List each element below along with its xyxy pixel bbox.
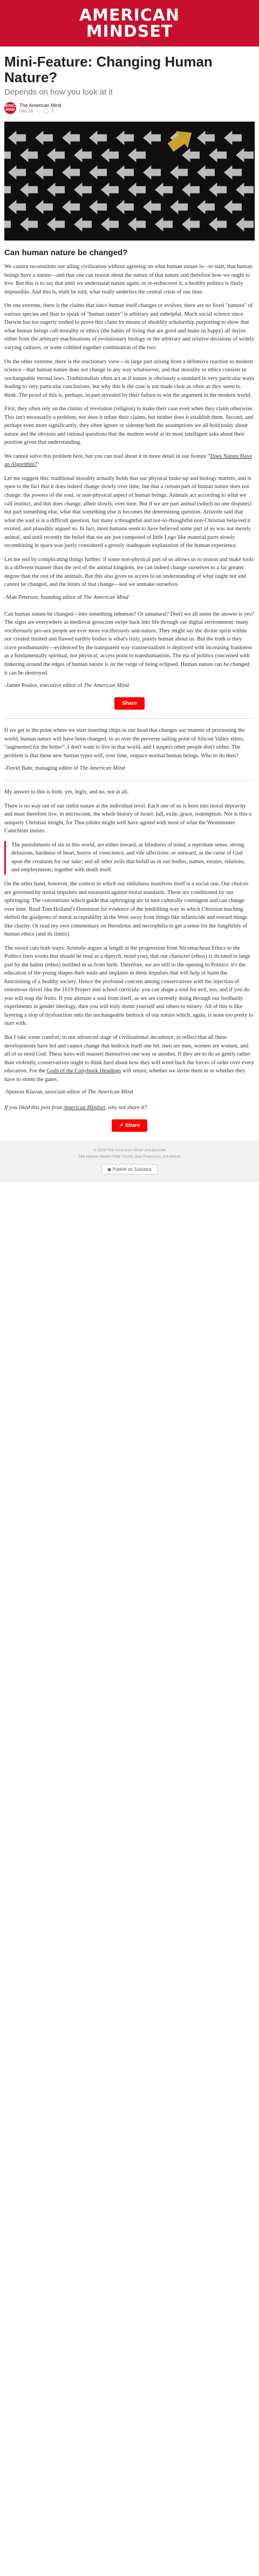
hero-image-arrows [4,122,255,241]
sig-name: -James Poulos, executive editor of [4,683,84,689]
paragraph: My answer to this is both: yes, higly, and no, not at all. [4,789,129,796]
signature-poulos [4,683,255,689]
avatar-initials: AMERICAN MIND [0,104,21,112]
share-icon[interactable]: ⇪ [51,108,55,114]
paragraph: On the other hand, however, the context in which our sinfulness manifests itself is a social one. Our choices are governed by moral impulses and measured against moral standards. These are conditioned by our upbringing. The conventions which guide that upbringing are in turn culturally contingent and can change over time. Read Tom Holland's Dominion for evidence of the tendrilling way in which Christian teaching shifted the goalposts of moral acceptability in the West away from things like infanticide and toward things like charity. Or read my own commentary on Herodotus and necrophilia to get a sense for the fungibility of human ethics (and its limits). [4,880,249,938]
share-button-bottom[interactable] [112,1119,148,1132]
post-body [0,54,259,1132]
paragraph: The sword cuts both ways: Aristotle argues at length in the progression from Nicomachean Ethics to the Politics (two works that should be read as a diptych, mind you), that our character (ethos) is dictated in large part by the habits (ethos) instilled in us from birth. Therefore, we are still to the opening to Politics: it's the education of the young shapes their souls and implants in them impulses that will help or harm the functioning of a healthy society. Hence the profound concern among conservatives with the injection of venomous drivel like the 1619 Project into school curricula: you can shape a soul for evil, too, and if you do you will reap the fruits. If you alienate a soul from itself, as we are currently doing through our foolhardy experiments in gender ideology, then you will truly doom yourself and others to misery. All of this is like layering a slop of dysfunction onto the unchangeable bedrock of our nature which, again, is none too pretty to start with. [4,945,254,1027]
text: " [37,462,39,468]
sig-pub: The American Mind [79,765,125,772]
copybook-link[interactable]: Gods of the Copybook Headings [46,1068,121,1075]
signature-bahr [4,765,255,771]
share-label: Share [125,1123,140,1129]
comment-icon[interactable]: ◯ [43,108,49,114]
paragraph: Can human nature be changed—into something inhuman? Or unnatural? Don't we all sense the answer is yes? The signs are everywhere as medieval geoscism swipe back into life through our digital environment: many vociferously pro-sex people are ever more vociferously anti-nature. They might say the divine spirit within our created limited and flawed earthly bodies is what's truly, purely human about us. But the truth is they crave posthumanity—evidenced by the transparent way transsexualism is deployed with increasing frankness as a fundamentally spiritual, not physical, access point to transhumanism. The eta of politics concerned with tinkering around the edges of human nature is on the verge of being eclipsed. Human nature can be changed: it can be destroyed. [4,611,254,676]
mindset-link[interactable]: American Mindset [63,1105,105,1111]
share-button[interactable]: Share [114,697,145,710]
share-row [4,697,255,710]
paragraph: First, they often rely on the claims of revelation (religion) to make their case even when they claim otherwise. This isn't necessarily a problem, nor does it refute their claims, but neither does it establish them. Second, and perhaps even more significantly, they often ignore or sidestep both the assumptions we all hold today about nature and the obvious and rational questions that the modern world at its most intelligent asks about their position given that understanding. [4,406,254,446]
closing-prompt [4,1105,255,1111]
footer [0,1140,259,1182]
divider [4,718,255,719]
substack-icon: ▣ [107,1167,113,1172]
paragraph: There is no way out of our sinful nature at the individual level. Each one of us is born into moral depravity and must therefore live, in microcosm, the whole history of Israel: fall, exile, grace, redemption. Nor is this a uniquely Christian insight, for Thucydides might well have agreed with most of what the Westminster Catechism insists: [4,803,251,835]
paragraph: On the other extreme, there is the reactionary view—in large part arising from a defensive reaction to modern science—that human nature does not change in any way whatsoever, and that morality or ethics consists in unchangeable eternal laws. Traditionalists often act as if nature is obviously a standard in very particular ways leading to very particular conclusions, but why this is the case is not made clear as often as they seem to think. The proof of this is, perhaps, in part revealed by their failure to win the argument in the modern world. [4,358,254,398]
paragraph: Let me end by complicating things further: if some non-physical part of us allows us to reason and make tools in a different manner than the rest of the animal kingdom, we can indeed change ourselves to a far greater degree than the rest of the animals. But this also gives us access to an understanding of what ought not and cannot be changed, and the limits of that change—lest we unmake ourselves. [4,556,254,588]
share-row-bottom [4,1119,255,1132]
sig-pub: The American Mind [87,1089,133,1096]
text: We cannot solve this problem here, but you can read about it in more detail in our feature " [4,453,210,459]
text: will return, whether we invite them in or whether they have to storm the gates. [4,1068,246,1083]
post-subtitle: Depends on how you look at it [4,88,113,97]
byline [0,102,255,114]
masthead-line-1: AMERICAN [79,6,180,25]
sig-name: -David Bahr, managing editor of [4,765,80,772]
sig-name: -Spencer Klavan, associate editor of [4,1089,88,1096]
byline-meta [19,103,62,114]
blockquote [4,841,255,875]
text: , why not share it? [105,1105,147,1111]
signature-klavan [4,1089,255,1095]
masthead-line-2: MINDSET [86,22,173,41]
footer-address: 548 Market Street PMB 72296, San Francisco, CA 94104 [78,1154,181,1159]
text: But I take some comfort, in our advanced stage of civilizational decadence, to reflect that all these developments have led and cannot change that bedrock itself one bit: men are men, women are women, and all of us need God. These lures will reassert themselves one way or another. If they are to do so gently rather than violently, conservatives ought to think hard about how they will weed back the forces of order over every education. For the [4,1035,255,1075]
sig-pub: The American Mind [83,594,129,600]
post-title[interactable]: Mini-Feature: Changing Human Nature? [4,54,213,86]
post-date: Dec 16 [19,108,33,114]
share-icon: ↗ [119,1123,125,1129]
paragraph: On one extreme, there is the claims that since human itself changes or evolves, there are no fixed "natures" of various species and thus to speak of "human nature" is arbitrary and unhelpful. Much social science since Darwin has too eagerly rushed to prove this claim by means of shoddily scholarship purporting to show that what human beings call morality or ethics (the habits of living that are good and make us happy) all derive either from the arbitrary machinations of evolutionary biology or the arbitrary and relative decisions of widely varying cultures, or some cobbled together combination of the two. [4,303,255,351]
paragraph-with-link [4,452,255,469]
section-heading: Can human nature be changed? [4,248,128,258]
paragraph: We cannot reconstitute our ailing civilization without agreeing on what human nature is—to start, that human beings have a nature—and that one can reason about the nature of that nature and therefore how we ought to live. But this is to say that until we understand nature again, or re-rediscover it, a healthy politics is likely impossible. And this is, truth be told, what really underlies the central crisis of our time. [4,264,253,295]
sig-name: -Matt Peterson, founding editor of [4,594,84,600]
sig-pub: The American Mind [83,683,129,689]
substack-label: Publish on Substack [112,1167,152,1172]
signature-peterson [4,595,255,600]
paragraph-with-link [4,1033,255,1084]
text: If you liked this post from [4,1105,64,1111]
engagement-icons [37,108,55,114]
quote-text: The punishments of sin in this world, are either inward, as blindness of mind, a reprobate sense, strong delusions, hardness of heart, horror of conscience, and vile affections: or outward, as the curse of God upon the creatures for our sake; and all other evils that befall us in our bodies, names, estates, relations, and employments; together with death itself. [11,842,246,873]
feature-link[interactable]: Does Nature Have an Algorithm? [4,453,253,468]
publish-on-substack-button[interactable] [101,1164,158,1174]
publication-name[interactable]: The American Mind [19,102,62,108]
heart-icon[interactable]: ♡ [36,108,41,114]
masthead-logo[interactable] [0,0,259,46]
avatar[interactable] [0,102,21,114]
paragraph: If we get to the point where we start inserting chips in our head that changes our manner of processing the world, human nature will have been changed, to us over the perverse sailing point of Silicon Valley elites, "augmented for the better". I don't want to live in that world, and I suspect other people don't either. The problem is that these new human types will, over time, outpace normal human beings. Who to do then? [4,728,245,759]
paragraph: Let me suggest this: traditional morality actually holds that our physical make-up and biology matters, and is open to the fact that it does indeed change slowly over time, but that a certain part of human nature does not change: the powers of the soul, or non-physical aspect of human beings. Animals act according to what we call instinct, and this does change, albeit slowly, over time. But if we are part animal (which no one disputes) but part something else, what that something else is becomes the determining question. Aristotle said that what the soul is is a difficult question, but many a thoughtful and not-so-thoughtful non-Christian believed it existed, and plausibly argued so. In fact, most humans seem to have believed some part of us was not merely animal, and until recently the belief that we are just composed of little Lego like material parts slowly recombining in space was justly considered a grossly inadequate explanation of the human experience. [4,475,251,549]
arrows-illustration [4,122,255,241]
footer-copyright[interactable]: © 2020 The American Mind Unsubscribe [93,1147,166,1153]
